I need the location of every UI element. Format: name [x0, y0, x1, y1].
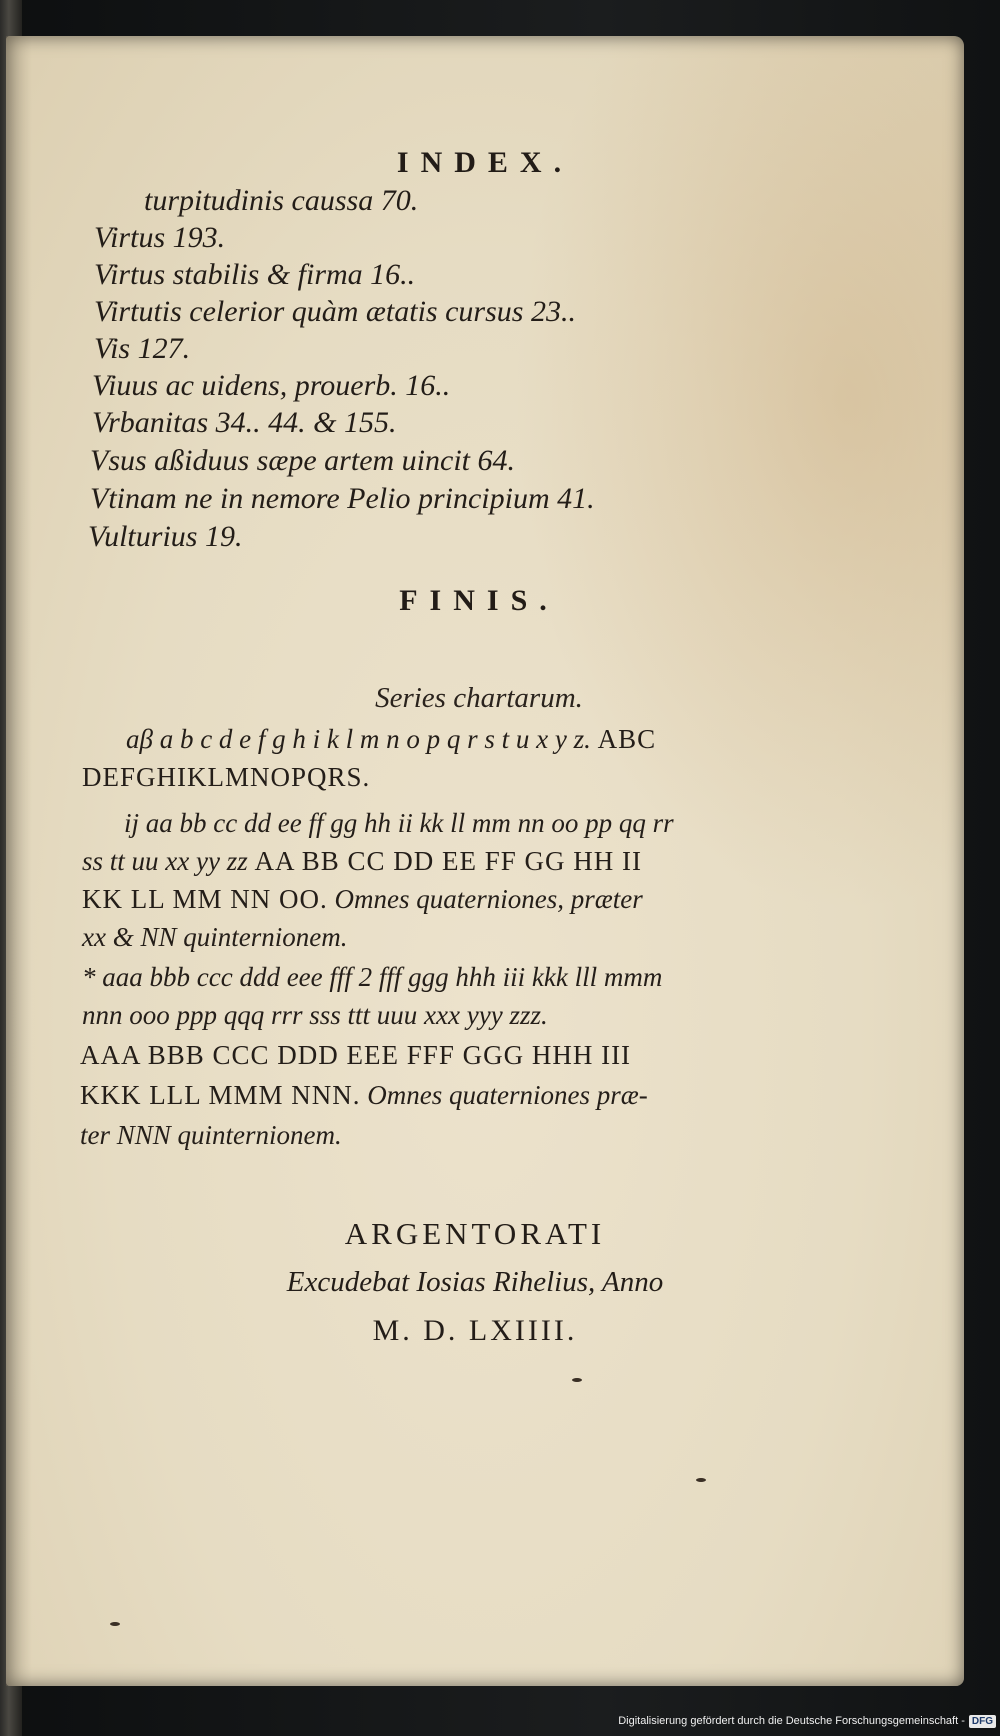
series-italic: Omnes quaterniones, præter [334, 884, 643, 914]
series-caps: AA BB CC DD EE FF GG HH II [254, 846, 643, 876]
index-entry: Vrbanitas 34.. 44. & 155. [92, 406, 397, 439]
series-line [82, 884, 643, 915]
series-line [80, 1040, 631, 1071]
series-italic: aβ a b c d e f g h i k l m n o p q r s t u x y z. [126, 724, 591, 754]
imprint-city: ARGENTORATI [344, 1216, 606, 1251]
digitization-credit [618, 1712, 996, 1730]
index-heading: INDEX. [396, 146, 574, 179]
index-entry: Virtutis celerior quàm ætatis cursus 23.. [94, 295, 576, 328]
series-caps: ABC [597, 724, 657, 754]
series-italic: Omnes quaterniones præ- [367, 1080, 648, 1110]
series-italic: ij aa bb cc dd ee ff gg hh ii kk ll mm nn oo pp qq rr [124, 808, 674, 838]
index-entry: Virtus 193. [94, 221, 226, 254]
series-caps: KK LL MM NN OO. [82, 884, 328, 914]
ink-speck [110, 1622, 120, 1626]
dfg-logo: DFG [969, 1715, 996, 1728]
series-line [80, 1120, 342, 1151]
imprint-year: M. D. LXIIII. [372, 1314, 578, 1347]
series-italic: ter NNN quinternionem. [80, 1120, 342, 1150]
series-line [124, 808, 674, 839]
index-entry: Virtus stabilis & firma 16.. [94, 258, 416, 291]
series-caps: KKK LLL MMM NNN. [80, 1080, 361, 1110]
index-entry: Vtinam ne in nemore Pelio principium 41. [90, 482, 595, 515]
ink-speck [572, 1378, 582, 1382]
series-line [126, 724, 656, 755]
series-italic: xx & NN quinternionem. [82, 922, 348, 952]
index-entry: turpitudinis caussa 70. [144, 184, 419, 217]
series-line [82, 922, 347, 953]
series-line [80, 1080, 648, 1111]
series-italic: * aaa bbb ccc ddd eee fff 2 fff ggg hhh iii kkk lll mmm [82, 962, 663, 992]
imprint-printer: Excudebat Iosias Rihelius, Anno [286, 1266, 664, 1298]
series-italic: nnn ooo ppp qqq rrr sss ttt uuu xxx yyy zzz. [82, 1000, 548, 1030]
index-entry: Vulturius 19. [88, 520, 243, 553]
finis-heading: FINIS. [399, 584, 559, 617]
index-entry: Viuus ac uidens, prouerb. 16.. [92, 369, 451, 402]
credit-text: Digitalisierung gefördert durch die Deutsche Forschungsgemeinschaft - [618, 1715, 965, 1727]
series-italic: ss tt uu xx yy zz [82, 846, 248, 876]
series-line [82, 762, 370, 793]
ink-speck [696, 1478, 706, 1482]
series-line [82, 846, 642, 877]
series-caps: DEFGHIKLMNOPQRS. [82, 762, 371, 792]
index-entry: Vsus aßiduus sæpe artem uincit 64. [90, 444, 515, 477]
index-entry: Vis 127. [94, 332, 191, 365]
series-line [82, 1000, 548, 1031]
series-line [82, 962, 662, 993]
series-caps: AAA BBB CCC DDD EEE FFF GGG HHH III [80, 1040, 632, 1070]
series-title: Series chartarum. [375, 682, 583, 714]
book-page [6, 36, 964, 1686]
